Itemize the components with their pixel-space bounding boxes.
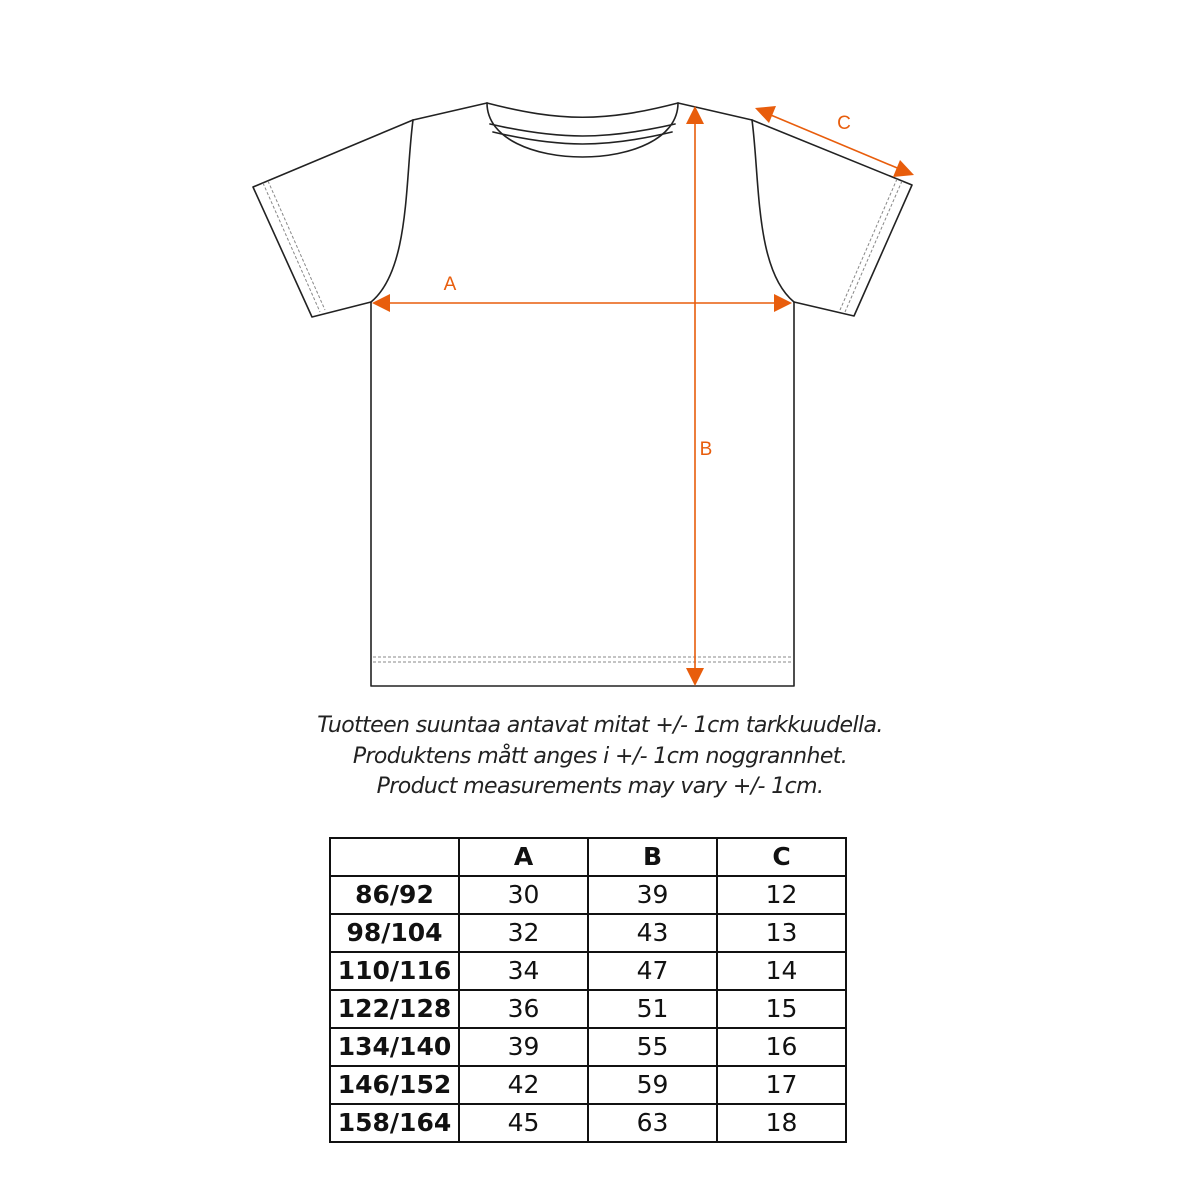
- left-sleeve-stitch-2: [268, 181, 325, 310]
- value-c-cell: 18: [717, 1104, 846, 1142]
- measurement-c-arrow: [755, 106, 914, 177]
- value-b-cell: 43: [588, 914, 717, 952]
- size-cell: 86/92: [330, 876, 459, 914]
- header-c: C: [717, 838, 846, 876]
- size-cell: 158/164: [330, 1104, 459, 1142]
- left-sleeve-stitch-1: [263, 183, 320, 312]
- table-row: [330, 876, 846, 914]
- collar-inner: [487, 103, 678, 117]
- value-b-cell: 63: [588, 1104, 717, 1142]
- header-b: B: [588, 838, 717, 876]
- size-cell: 110/116: [330, 952, 459, 990]
- body-outline: [371, 302, 794, 686]
- value-a-cell: 30: [459, 876, 588, 914]
- right-sleeve-stitch-2: [840, 179, 897, 310]
- value-a-cell: 39: [459, 1028, 588, 1066]
- size-cell: 146/152: [330, 1066, 459, 1104]
- value-a-cell: 32: [459, 914, 588, 952]
- table-row: [330, 1104, 846, 1142]
- table-row: [330, 914, 846, 952]
- table-row: [330, 1066, 846, 1104]
- left-shoulder-seam: [413, 103, 487, 120]
- right-sleeve-stitch-1: [845, 181, 902, 312]
- right-armhole-seam: [752, 120, 794, 302]
- table-header-row: [330, 838, 846, 876]
- value-a-cell: 45: [459, 1104, 588, 1142]
- header-a: A: [459, 838, 588, 876]
- measurement-b-label: B: [699, 439, 713, 460]
- header-size: [330, 838, 459, 876]
- tshirt-outline: [253, 103, 912, 686]
- size-cell: 98/104: [330, 914, 459, 952]
- size-cell: 122/128: [330, 990, 459, 1028]
- table-row: [330, 952, 846, 990]
- stitching: [263, 179, 902, 662]
- left-armhole-seam: [371, 120, 413, 302]
- value-c-cell: 17: [717, 1066, 846, 1104]
- measurement-b-arrow: [686, 106, 704, 686]
- note-finnish: Tuotteen suuntaa antavat mitat +/- 1cm tarkkuudella.: [317, 713, 883, 738]
- measurement-c-label: C: [837, 113, 851, 134]
- value-c-cell: 12: [717, 876, 846, 914]
- measurement-arrows: [372, 106, 914, 686]
- note-swedish: Produktens mått anges i +/- 1cm noggrannhet.: [352, 743, 848, 769]
- note-english: Product measurements may vary +/- 1cm.: [376, 774, 824, 799]
- value-b-cell: 51: [588, 990, 717, 1028]
- value-c-cell: 16: [717, 1028, 846, 1066]
- value-c-cell: 15: [717, 990, 846, 1028]
- value-a-cell: 42: [459, 1066, 588, 1104]
- value-b-cell: 47: [588, 952, 717, 990]
- measurement-a-arrow: [372, 294, 792, 312]
- size-table: [329, 837, 847, 1143]
- value-c-cell: 13: [717, 914, 846, 952]
- value-a-cell: 36: [459, 990, 588, 1028]
- collar-rib-1: [490, 124, 675, 136]
- value-b-cell: 55: [588, 1028, 717, 1066]
- table-row: [330, 1028, 846, 1066]
- size-cell: 134/140: [330, 1028, 459, 1066]
- measurement-notes: [0, 711, 1200, 803]
- right-sleeve: [752, 120, 912, 316]
- value-a-cell: 34: [459, 952, 588, 990]
- collar-rib-2: [493, 132, 672, 144]
- value-b-cell: 59: [588, 1066, 717, 1104]
- value-c-cell: 14: [717, 952, 846, 990]
- right-shoulder-seam: [678, 103, 752, 120]
- value-b-cell: 39: [588, 876, 717, 914]
- left-sleeve: [253, 120, 413, 317]
- table-row: [330, 990, 846, 1028]
- measurement-a-label: A: [443, 274, 457, 295]
